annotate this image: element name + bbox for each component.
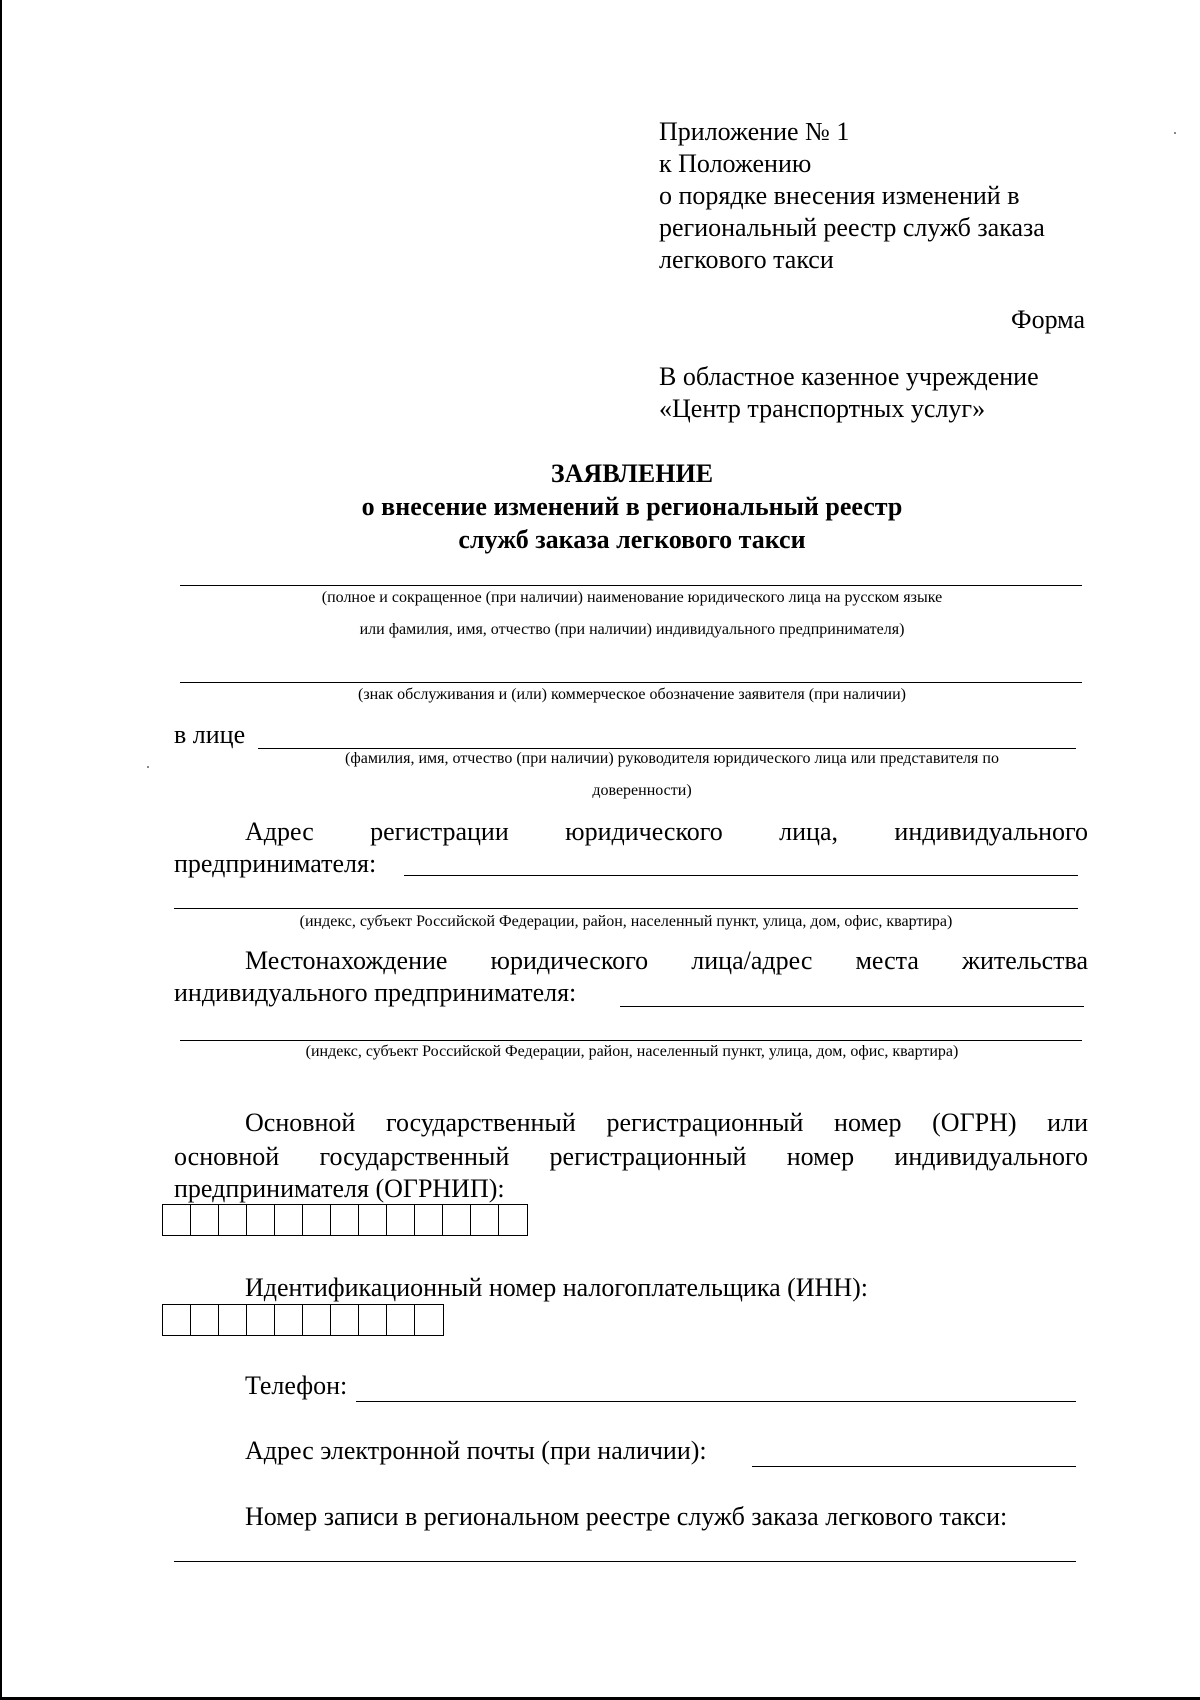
inn-cell[interactable] <box>415 1305 443 1335</box>
inn-cell[interactable] <box>387 1305 415 1335</box>
ogrn-cell[interactable] <box>163 1205 191 1235</box>
appendix-line: легкового такси <box>659 245 834 274</box>
inn-cell[interactable] <box>191 1305 219 1335</box>
brand-line[interactable] <box>180 682 1082 683</box>
ogrn-cell[interactable] <box>499 1205 527 1235</box>
inn-cell[interactable] <box>275 1305 303 1335</box>
ogrn-cell[interactable] <box>359 1205 387 1235</box>
inn-cell[interactable] <box>331 1305 359 1335</box>
location-line-1[interactable] <box>620 1006 1084 1007</box>
inn-cell[interactable] <box>303 1305 331 1335</box>
ogrn-cell[interactable] <box>303 1205 331 1235</box>
location-label-2: индивидуального предпринимателя: <box>174 978 577 1007</box>
applicant-name-line[interactable] <box>180 585 1082 586</box>
inn-label: Идентификационный номер налогоплательщика (ИНН): <box>245 1273 868 1302</box>
scan-speck <box>147 766 149 768</box>
ogrn-label-2: основной государственный регистрационный номер индивидуального <box>174 1142 1088 1171</box>
reg-address-label-2: предпринимателя: <box>174 849 377 878</box>
appendix-line: региональный реестр служб заказа <box>659 213 1045 242</box>
in-person-hint-1: (фамилия, имя, отчество (при наличии) руководителя юридического лица или представителя по <box>345 750 999 767</box>
inn-cell[interactable] <box>359 1305 387 1335</box>
phone-line[interactable] <box>356 1401 1076 1402</box>
ogrn-cells[interactable] <box>162 1204 528 1236</box>
ogrn-cell[interactable] <box>443 1205 471 1235</box>
location-hint: (индекс, субъект Российской Федерации, район, населенный пункт, улица, дом, офис, квартира) <box>305 1043 959 1060</box>
registry-label: Номер записи в региональном реестре служб заказа легкового такси: <box>245 1502 1008 1531</box>
location-line-2[interactable] <box>180 1040 1082 1041</box>
in-person-label: в лице <box>174 720 246 749</box>
ogrn-cell[interactable] <box>471 1205 499 1235</box>
registry-line[interactable] <box>174 1561 1076 1562</box>
scan-speck <box>1174 132 1176 134</box>
ogrn-cell[interactable] <box>191 1205 219 1235</box>
appendix-line: Приложение № 1 <box>659 117 850 146</box>
ogrn-cell[interactable] <box>387 1205 415 1235</box>
ogrn-cell[interactable] <box>219 1205 247 1235</box>
reg-address-line-2[interactable] <box>174 908 1078 909</box>
reg-address-hint: (индекс, субъект Российской Федерации, район, населенный пункт, улица, дом, офис, квартира) <box>299 913 953 930</box>
recipient-line: В областное казенное учреждение <box>659 362 1039 391</box>
ogrn-label-1: Основной государственный регистрационный номер (ОГРН) или <box>245 1108 1088 1137</box>
ogrn-label-3: предпринимателя (ОГРНИП): <box>174 1174 505 1203</box>
ogrn-cell[interactable] <box>415 1205 443 1235</box>
phone-label: Телефон: <box>245 1371 348 1400</box>
recipient-block <box>659 361 1039 425</box>
title-line-3: служб заказа легкового такси <box>458 525 806 554</box>
location-label-1: Местонахождение юридического лица/адрес места жительства <box>245 946 1088 975</box>
reg-address-label-1: Адрес регистрации юридического лица, индивидуального <box>245 817 1088 846</box>
title-line-1: ЗАЯВЛЕНИЕ <box>550 459 714 488</box>
form-label: Форма <box>1011 305 1085 334</box>
in-person-hint-2: доверенности) <box>592 782 692 799</box>
ogrn-cell[interactable] <box>331 1205 359 1235</box>
applicant-name-hint-1: (полное и сокращенное (при наличии) наименование юридического лица на русском языке <box>321 589 943 606</box>
ogrn-cell[interactable] <box>247 1205 275 1235</box>
recipient-line: «Центр транспортных услуг» <box>659 394 986 423</box>
inn-cell[interactable] <box>247 1305 275 1335</box>
reg-address-line-1[interactable] <box>404 875 1078 876</box>
email-line[interactable] <box>752 1466 1076 1467</box>
appendix-line: к Положению <box>659 149 812 178</box>
applicant-name-hint-2: или фамилия, имя, отчество (при наличии) индивидуального предпринимателя) <box>359 621 905 638</box>
inn-cell[interactable] <box>163 1305 191 1335</box>
inn-cell[interactable] <box>219 1305 247 1335</box>
appendix-block <box>659 116 1045 276</box>
brand-hint: (знак обслуживания и (или) коммерческое обозначение заявителя (при наличии) <box>358 686 906 703</box>
title-line-2: о внесение изменений в региональный реестр <box>361 492 903 521</box>
email-label: Адрес электронной почты (при наличии): <box>245 1436 707 1465</box>
inn-cells[interactable] <box>162 1304 444 1336</box>
appendix-line: о порядке внесения изменений в <box>659 181 1020 210</box>
ogrn-cell[interactable] <box>275 1205 303 1235</box>
